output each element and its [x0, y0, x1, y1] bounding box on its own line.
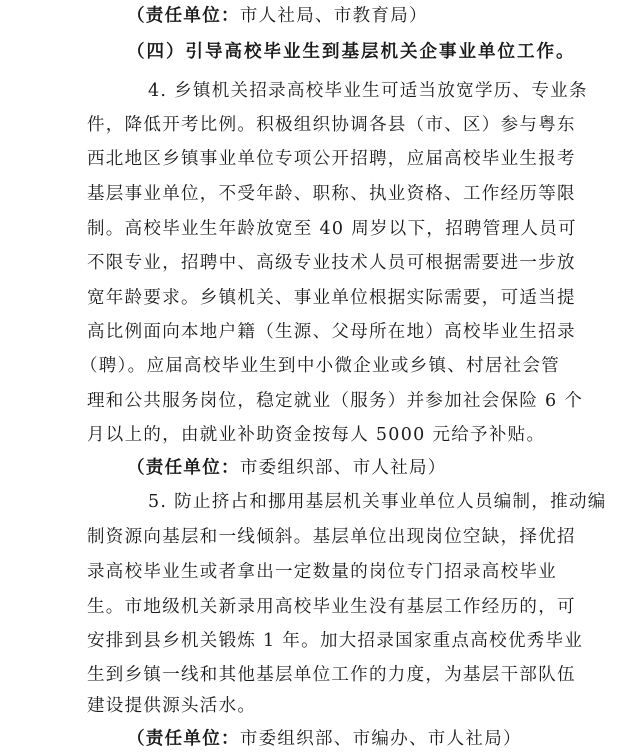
responsibility-label: （责任单位：	[127, 458, 240, 478]
paragraph-line: 月以上的，由就业补助资金按每人 5000 元给予补贴。	[87, 425, 546, 445]
paragraph-line: （聘）。应届高校毕业生到中小微企业或乡镇、村居社会管	[80, 356, 561, 376]
paragraph-line: 录高校毕业生或者拿出一定数量的岗位专门招录高校毕业	[87, 562, 557, 582]
responsibility-units: 市委组织部、市编办、市人社局）	[239, 729, 522, 749]
paragraph-line: 宽年龄要求。乡镇机关、事业单位根据实际需要，可适当提	[87, 288, 576, 308]
paragraph-line: 4. 乡镇机关招录高校毕业生可适当放宽学历、专业条	[148, 81, 588, 101]
paragraph-line: 西北地区乡镇事业单位专项公开招聘，应届高校毕业生报考	[87, 149, 576, 169]
paragraph-line: 基层事业单位，不受年龄、职称、执业资格、工作经历等限	[87, 184, 576, 204]
paragraph-line: 件，降低开考比例。积极组织协调各县（市、区）参与粤东	[87, 115, 576, 135]
paragraph-line: 制资源向基层和一线倾斜。基层单位出现岗位空缺，择优招	[87, 527, 576, 547]
responsibility-units: 市委组织部、市人社局）	[239, 458, 447, 478]
paragraph-line: 生。市地级机关新录用高校毕业生没有基层工作经历的，可	[87, 597, 576, 617]
responsibility-line-2	[127, 457, 447, 479]
paragraph-line: 生到乡镇一线和其他基层单位工作的力度，为基层干部队伍	[87, 665, 576, 685]
responsibility-line-1	[127, 5, 428, 27]
paragraph-line: 不限专业，招聘中、高级专业技术人员可根据需要进一步放	[87, 253, 576, 273]
responsibility-units: 市人社局、市教育局）	[239, 6, 428, 26]
paragraph-line: 5. 防止挤占和挪用基层机关事业单位人员编制，推动编	[148, 492, 607, 512]
paragraph-line: 高比例面向本地户籍（生源、父母所在地）高校毕业生招录	[87, 322, 576, 342]
paragraph-line: 制。高校毕业生年龄放宽至 40 周岁以下，招聘管理人员可	[87, 219, 577, 239]
responsibility-line-3	[127, 728, 522, 750]
responsibility-label: （责任单位：	[127, 6, 240, 26]
paragraph-line: 建设提供源头活水。	[87, 696, 257, 716]
paragraph-line: 安排到县乡机关锻炼 1 年。加大招录国家重点高校优秀毕业	[87, 631, 584, 651]
paragraph-line: 理和公共服务岗位，稳定就业（服务）并参加社会保险 6 个	[87, 391, 584, 411]
responsibility-label: （责任单位：	[127, 729, 240, 749]
section-heading: （四）引导高校毕业生到基层机关企事业单位工作。	[127, 42, 576, 62]
